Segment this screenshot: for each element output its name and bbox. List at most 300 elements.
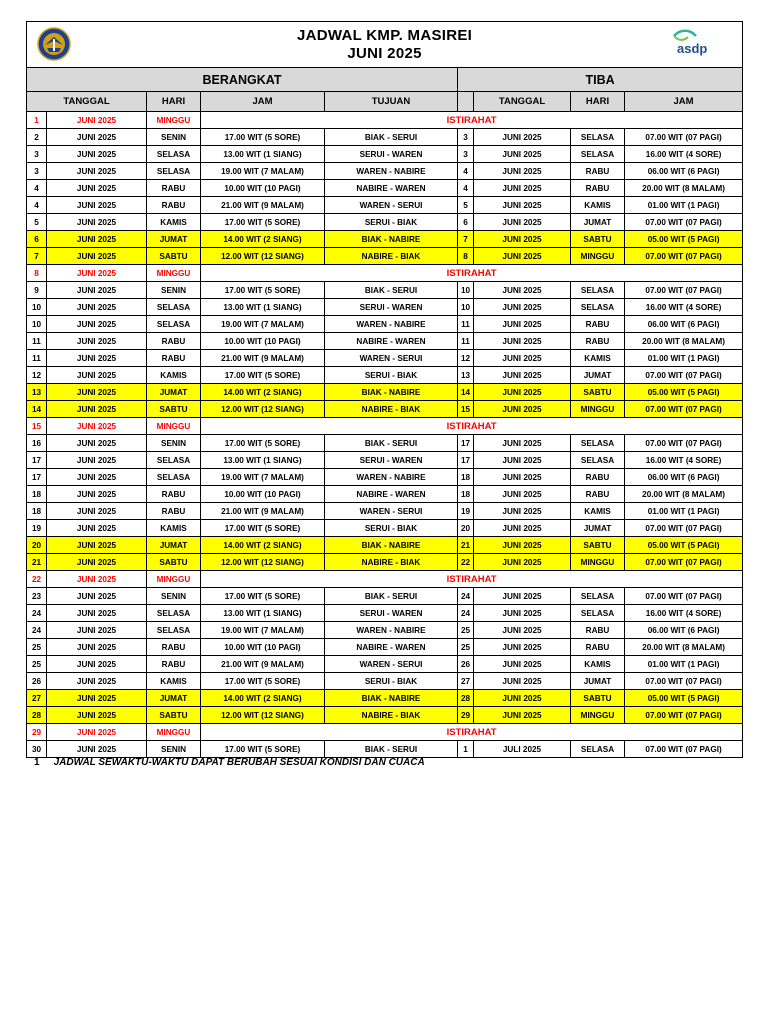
depart-date: JUNI 2025 <box>47 316 147 333</box>
schedule-row <box>27 384 743 401</box>
arrive-date: JUNI 2025 <box>474 554 571 571</box>
arrive-weekday: RABU <box>571 163 625 180</box>
depart-day-number: 27 <box>27 690 47 707</box>
rest-label: ISTIRAHAT <box>201 724 743 741</box>
depart-day-number: 6 <box>27 231 47 248</box>
arrive-time: 07.00 WIT (07 PAGI) <box>625 673 743 690</box>
depart-time: 13.00 WIT (1 SIANG) <box>201 146 325 163</box>
arrive-time: 16.00 WIT (4 SORE) <box>625 452 743 469</box>
depart-time: 13.00 WIT (1 SIANG) <box>201 299 325 316</box>
arrive-day-number: 1 <box>458 741 474 758</box>
depart-weekday: KAMIS <box>147 367 201 384</box>
depart-date: JUNI 2025 <box>47 503 147 520</box>
arrive-weekday: SABTU <box>571 384 625 401</box>
depart-time: 12.00 WIT (12 SIANG) <box>201 401 325 418</box>
arrive-weekday: SABTU <box>571 231 625 248</box>
depart-day-number: 25 <box>27 639 47 656</box>
arrive-weekday: MINGGU <box>571 401 625 418</box>
arrive-time: 06.00 WIT (6 PAGI) <box>625 163 743 180</box>
arrive-weekday: RABU <box>571 486 625 503</box>
rest-label: ISTIRAHAT <box>201 418 743 435</box>
depart-date: JUNI 2025 <box>47 384 147 401</box>
rest-row <box>27 571 743 588</box>
route: SERUI - WAREN <box>325 452 458 469</box>
depart-day-number: 26 <box>27 673 47 690</box>
arrive-weekday: SELASA <box>571 129 625 146</box>
depart-date: JUNI 2025 <box>47 622 147 639</box>
arrive-time: 07.00 WIT (07 PAGI) <box>625 401 743 418</box>
arrive-time: 16.00 WIT (4 SORE) <box>625 605 743 622</box>
arrive-day-number: 25 <box>458 622 474 639</box>
depart-date: JUNI 2025 <box>47 299 147 316</box>
schedule-row <box>27 690 743 707</box>
arrive-weekday: KAMIS <box>571 350 625 367</box>
route: BIAK - NABIRE <box>325 384 458 401</box>
depart-day-number: 23 <box>27 588 47 605</box>
schedule-row <box>27 316 743 333</box>
depart-day-number: 11 <box>27 350 47 367</box>
arrive-date: JUNI 2025 <box>474 214 571 231</box>
arrive-day-number: 28 <box>458 690 474 707</box>
depart-day-number: 24 <box>27 605 47 622</box>
depart-time: 12.00 WIT (12 SIANG) <box>201 707 325 724</box>
depart-day-number: 4 <box>27 197 47 214</box>
arrive-day-number: 4 <box>458 163 474 180</box>
depart-day-number: 21 <box>27 554 47 571</box>
route: NABIRE - WAREN <box>325 180 458 197</box>
arrive-day-number: 12 <box>458 350 474 367</box>
section-header-row <box>27 68 743 92</box>
arrive-day-number: 13 <box>458 367 474 384</box>
schedule-row <box>27 163 743 180</box>
arrive-day-number: 18 <box>458 469 474 486</box>
route: SERUI - BIAK <box>325 673 458 690</box>
arrive-day-number: 18 <box>458 486 474 503</box>
depart-day-number: 4 <box>27 180 47 197</box>
arrive-weekday: KAMIS <box>571 656 625 673</box>
depart-date: JUNI 2025 <box>47 214 147 231</box>
arrive-date: JUNI 2025 <box>474 605 571 622</box>
depart-date: JUNI 2025 <box>47 605 147 622</box>
depart-weekday: JUMAT <box>147 231 201 248</box>
depart-weekday: SELASA <box>147 299 201 316</box>
route: WAREN - NABIRE <box>325 469 458 486</box>
route: SERUI - BIAK <box>325 214 458 231</box>
depart-weekday: RABU <box>147 503 201 520</box>
depart-time: 12.00 WIT (12 SIANG) <box>201 248 325 265</box>
depart-date: JUNI 2025 <box>47 537 147 554</box>
depart-time: 21.00 WIT (9 MALAM) <box>201 656 325 673</box>
depart-date: JUNI 2025 <box>47 333 147 350</box>
arrive-time: 01.00 WIT (1 PAGI) <box>625 350 743 367</box>
depart-date: JUNI 2025 <box>47 707 147 724</box>
depart-weekday: SENIN <box>147 435 201 452</box>
depart-date: JUNI 2025 <box>47 469 147 486</box>
arrive-time: 06.00 WIT (6 PAGI) <box>625 316 743 333</box>
arrive-weekday: JUMAT <box>571 673 625 690</box>
depart-day-number: 18 <box>27 503 47 520</box>
schedule-row <box>27 435 743 452</box>
depart-time: 14.00 WIT (2 SIANG) <box>201 231 325 248</box>
arrive-day-number: 3 <box>458 129 474 146</box>
arrive-time: 06.00 WIT (6 PAGI) <box>625 469 743 486</box>
depart-weekday: SELASA <box>147 316 201 333</box>
route: WAREN - SERUI <box>325 656 458 673</box>
schedule-row <box>27 231 743 248</box>
asdp-logo <box>670 28 722 58</box>
depart-date: JUNI 2025 <box>47 367 147 384</box>
schedule-row <box>27 741 743 758</box>
col-spacer <box>458 92 474 112</box>
depart-weekday: RABU <box>147 350 201 367</box>
depart-date: JUNI 2025 <box>47 180 147 197</box>
arrive-weekday: SELASA <box>571 741 625 758</box>
arrive-day-number: 10 <box>458 282 474 299</box>
schedule-row <box>27 707 743 724</box>
depart-date: JUNI 2025 <box>47 197 147 214</box>
depart-time: 10.00 WIT (10 PAGI) <box>201 180 325 197</box>
arrive-date: JUNI 2025 <box>474 129 571 146</box>
depart-weekday: SABTU <box>147 248 201 265</box>
arrive-date: JUNI 2025 <box>474 656 571 673</box>
depart-time: 14.00 WIT (2 SIANG) <box>201 384 325 401</box>
arrive-date: JUNI 2025 <box>474 452 571 469</box>
arrive-weekday: KAMIS <box>571 503 625 520</box>
arrive-time: 05.00 WIT (5 PAGI) <box>625 690 743 707</box>
depart-time: 10.00 WIT (10 PAGI) <box>201 486 325 503</box>
schedule-row <box>27 520 743 537</box>
depart-day-number: 14 <box>27 401 47 418</box>
depart-weekday: SELASA <box>147 163 201 180</box>
arrive-date: JUNI 2025 <box>474 231 571 248</box>
depart-weekday: SELASA <box>147 622 201 639</box>
arrive-date: JUNI 2025 <box>474 520 571 537</box>
route: SERUI - BIAK <box>325 520 458 537</box>
arrive-weekday: RABU <box>571 469 625 486</box>
depart-weekday: RABU <box>147 656 201 673</box>
depart-date: JUNI 2025 <box>47 690 147 707</box>
depart-date: JUNI 2025 <box>47 350 147 367</box>
depart-day-number: 10 <box>27 316 47 333</box>
schedule-row <box>27 350 743 367</box>
arrive-date: JUNI 2025 <box>474 180 571 197</box>
depart-date: JUNI 2025 <box>47 163 147 180</box>
title-row <box>27 22 743 68</box>
arrive-day-number: 14 <box>458 384 474 401</box>
depart-date: JUNI 2025 <box>47 673 147 690</box>
depart-weekday: RABU <box>147 197 201 214</box>
arrive-time: 05.00 WIT (5 PAGI) <box>625 384 743 401</box>
depart-weekday: SELASA <box>147 452 201 469</box>
schedule-row <box>27 367 743 384</box>
depart-date: JUNI 2025 <box>47 554 147 571</box>
depart-date: JUNI 2025 <box>47 520 147 537</box>
arrive-date: JUNI 2025 <box>474 503 571 520</box>
depart-date: JUNI 2025 <box>47 401 147 418</box>
depart-day-number: 2 <box>27 129 47 146</box>
arrive-day-number: 8 <box>458 248 474 265</box>
col-depart-time: JAM <box>201 92 325 112</box>
depart-day-number: 18 <box>27 486 47 503</box>
arrive-time: 07.00 WIT (07 PAGI) <box>625 248 743 265</box>
depart-time: 19.00 WIT (7 MALAM) <box>201 622 325 639</box>
depart-weekday: MINGGU <box>147 571 201 588</box>
arrive-date: JUNI 2025 <box>474 384 571 401</box>
arrive-weekday: SABTU <box>571 690 625 707</box>
depart-weekday: SELASA <box>147 605 201 622</box>
depart-time: 21.00 WIT (9 MALAM) <box>201 503 325 520</box>
rest-label: ISTIRAHAT <box>201 112 743 129</box>
col-depart-route: TUJUAN <box>325 92 458 112</box>
arrive-time: 20.00 WIT (8 MALAM) <box>625 639 743 656</box>
rest-label: ISTIRAHAT <box>201 265 743 282</box>
depart-time: 12.00 WIT (12 SIANG) <box>201 554 325 571</box>
depart-day-number: 20 <box>27 537 47 554</box>
depart-date: JUNI 2025 <box>47 112 147 129</box>
arrive-weekday: SELASA <box>571 435 625 452</box>
arrive-weekday: SELASA <box>571 452 625 469</box>
depart-day-number: 11 <box>27 333 47 350</box>
route: BIAK - NABIRE <box>325 690 458 707</box>
depart-weekday: MINGGU <box>147 724 201 741</box>
page-title: JADWAL KMP. MASIREI <box>296 26 473 44</box>
route: BIAK - NABIRE <box>325 537 458 554</box>
arrive-time: 07.00 WIT (07 PAGI) <box>625 741 743 758</box>
route: NABIRE - WAREN <box>325 486 458 503</box>
depart-weekday: JUMAT <box>147 537 201 554</box>
schedule-row <box>27 503 743 520</box>
arrive-day-number: 26 <box>458 656 474 673</box>
depart-time: 19.00 WIT (7 MALAM) <box>201 469 325 486</box>
rest-row <box>27 724 743 741</box>
schedule-row <box>27 333 743 350</box>
logo-text: asdp <box>677 41 708 56</box>
arrive-day-number: 20 <box>458 520 474 537</box>
route: BIAK - SERUI <box>325 435 458 452</box>
depart-day-number: 19 <box>27 520 47 537</box>
arrive-date: JUNI 2025 <box>474 690 571 707</box>
arrive-time: 07.00 WIT (07 PAGI) <box>625 435 743 452</box>
route: WAREN - SERUI <box>325 503 458 520</box>
schedule-row <box>27 214 743 231</box>
arrive-date: JUNI 2025 <box>474 146 571 163</box>
arrive-day-number: 29 <box>458 707 474 724</box>
arrive-date: JUNI 2025 <box>474 282 571 299</box>
depart-date: JUNI 2025 <box>47 639 147 656</box>
depart-date: JUNI 2025 <box>47 435 147 452</box>
route: BIAK - SERUI <box>325 741 458 758</box>
arrive-date: JUNI 2025 <box>474 435 571 452</box>
arrive-day-number: 27 <box>458 673 474 690</box>
arrive-weekday: RABU <box>571 316 625 333</box>
depart-weekday: RABU <box>147 639 201 656</box>
depart-weekday: KAMIS <box>147 214 201 231</box>
depart-time: 13.00 WIT (1 SIANG) <box>201 452 325 469</box>
arrive-weekday: KAMIS <box>571 197 625 214</box>
depart-weekday: SABTU <box>147 707 201 724</box>
depart-weekday: JUMAT <box>147 384 201 401</box>
footnote-text: JADWAL SEWAKTU-WAKTU DAPAT BERUBAH SESUAI KONDISI DAN CUACA <box>53 757 425 768</box>
arrive-time: 07.00 WIT (07 PAGI) <box>625 588 743 605</box>
arrive-weekday: SELASA <box>571 588 625 605</box>
depart-weekday: RABU <box>147 333 201 350</box>
arrive-date: JUNI 2025 <box>474 537 571 554</box>
depart-date: JUNI 2025 <box>47 741 147 758</box>
schedule-row <box>27 146 743 163</box>
schedule-row <box>27 537 743 554</box>
arrive-weekday: RABU <box>571 333 625 350</box>
depart-time: 17.00 WIT (5 SORE) <box>201 741 325 758</box>
route: NABIRE - WAREN <box>325 639 458 656</box>
arrive-weekday: SELASA <box>571 605 625 622</box>
depart-date: JUNI 2025 <box>47 282 147 299</box>
arrive-time: 07.00 WIT (07 PAGI) <box>625 367 743 384</box>
arrive-weekday: JUMAT <box>571 214 625 231</box>
route: WAREN - SERUI <box>325 350 458 367</box>
arrive-time: 07.00 WIT (07 PAGI) <box>625 214 743 231</box>
schedule-row <box>27 639 743 656</box>
depart-time: 14.00 WIT (2 SIANG) <box>201 690 325 707</box>
col-depart-date: TANGGAL <box>27 92 147 112</box>
depart-weekday: MINGGU <box>147 418 201 435</box>
depart-date: JUNI 2025 <box>47 129 147 146</box>
arrive-weekday: SELASA <box>571 282 625 299</box>
depart-weekday: MINGGU <box>147 265 201 282</box>
arrive-time: 20.00 WIT (8 MALAM) <box>625 180 743 197</box>
rest-row <box>27 112 743 129</box>
arrive-date: JUNI 2025 <box>474 299 571 316</box>
route: SERUI - WAREN <box>325 299 458 316</box>
arrive-date: JUNI 2025 <box>474 248 571 265</box>
arrive-time: 20.00 WIT (8 MALAM) <box>625 486 743 503</box>
depart-date: JUNI 2025 <box>47 265 147 282</box>
route: WAREN - NABIRE <box>325 163 458 180</box>
arrive-weekday: RABU <box>571 639 625 656</box>
depart-day-number: 1 <box>27 112 47 129</box>
arrive-time: 07.00 WIT (07 PAGI) <box>625 554 743 571</box>
arrive-time: 05.00 WIT (5 PAGI) <box>625 537 743 554</box>
schedule-row <box>27 656 743 673</box>
schedule-row <box>27 554 743 571</box>
depart-time: 21.00 WIT (9 MALAM) <box>201 350 325 367</box>
route: BIAK - SERUI <box>325 588 458 605</box>
depart-weekday: SABTU <box>147 401 201 418</box>
section-depart: BERANGKAT <box>27 68 458 92</box>
depart-weekday: KAMIS <box>147 673 201 690</box>
depart-weekday: MINGGU <box>147 112 201 129</box>
arrive-day-number: 17 <box>458 452 474 469</box>
route: SERUI - BIAK <box>325 367 458 384</box>
depart-weekday: KAMIS <box>147 520 201 537</box>
footnote-number: 1 <box>34 757 40 768</box>
route: SERUI - WAREN <box>325 146 458 163</box>
arrive-date: JUNI 2025 <box>474 401 571 418</box>
depart-time: 19.00 WIT (7 MALAM) <box>201 316 325 333</box>
arrive-day-number: 10 <box>458 299 474 316</box>
depart-time: 17.00 WIT (5 SORE) <box>201 129 325 146</box>
depart-weekday: JUMAT <box>147 690 201 707</box>
route: NABIRE - WAREN <box>325 333 458 350</box>
arrive-weekday: SELASA <box>571 146 625 163</box>
col-arrive-date: TANGGAL <box>474 92 571 112</box>
arrive-weekday: RABU <box>571 180 625 197</box>
route: SERUI - WAREN <box>325 605 458 622</box>
depart-day-number: 15 <box>27 418 47 435</box>
footnote <box>34 757 425 768</box>
depart-weekday: SENIN <box>147 129 201 146</box>
arrive-day-number: 11 <box>458 316 474 333</box>
arrive-time: 16.00 WIT (4 SORE) <box>625 146 743 163</box>
depart-time: 17.00 WIT (5 SORE) <box>201 214 325 231</box>
depart-time: 17.00 WIT (5 SORE) <box>201 367 325 384</box>
depart-time: 19.00 WIT (7 MALAM) <box>201 163 325 180</box>
route: BIAK - SERUI <box>325 129 458 146</box>
depart-date: JUNI 2025 <box>47 418 147 435</box>
arrive-day-number: 21 <box>458 537 474 554</box>
route: NABIRE - BIAK <box>325 707 458 724</box>
column-header-row <box>27 92 743 112</box>
depart-day-number: 28 <box>27 707 47 724</box>
arrive-date: JUNI 2025 <box>474 163 571 180</box>
depart-day-number: 8 <box>27 265 47 282</box>
arrive-time: 07.00 WIT (07 PAGI) <box>625 129 743 146</box>
depart-day-number: 3 <box>27 163 47 180</box>
depart-time: 17.00 WIT (5 SORE) <box>201 673 325 690</box>
arrive-date: JUNI 2025 <box>474 469 571 486</box>
schedule-row <box>27 129 743 146</box>
depart-weekday: SABTU <box>147 554 201 571</box>
depart-time: 14.00 WIT (2 SIANG) <box>201 537 325 554</box>
schedule-row <box>27 622 743 639</box>
schedule-sheet <box>26 21 742 758</box>
depart-day-number: 29 <box>27 724 47 741</box>
schedule-row <box>27 605 743 622</box>
rest-row <box>27 418 743 435</box>
arrive-date: JULI 2025 <box>474 741 571 758</box>
depart-time: 17.00 WIT (5 SORE) <box>201 435 325 452</box>
schedule-row <box>27 673 743 690</box>
depart-time: 13.00 WIT (1 SIANG) <box>201 605 325 622</box>
arrive-weekday: SABTU <box>571 537 625 554</box>
arrive-day-number: 5 <box>458 197 474 214</box>
depart-weekday: SENIN <box>147 282 201 299</box>
schedule-row <box>27 588 743 605</box>
arrive-day-number: 15 <box>458 401 474 418</box>
schedule-row <box>27 197 743 214</box>
route: WAREN - NABIRE <box>325 622 458 639</box>
arrive-weekday: MINGGU <box>571 248 625 265</box>
arrive-date: JUNI 2025 <box>474 333 571 350</box>
depart-weekday: RABU <box>147 486 201 503</box>
depart-day-number: 12 <box>27 367 47 384</box>
schedule-row <box>27 486 743 503</box>
schedule-row <box>27 469 743 486</box>
arrive-day-number: 7 <box>458 231 474 248</box>
arrive-date: JUNI 2025 <box>474 673 571 690</box>
schedule-row <box>27 282 743 299</box>
col-depart-day: HARI <box>147 92 201 112</box>
depart-date: JUNI 2025 <box>47 571 147 588</box>
arrive-time: 06.00 WIT (6 PAGI) <box>625 622 743 639</box>
route: NABIRE - BIAK <box>325 248 458 265</box>
route: NABIRE - BIAK <box>325 401 458 418</box>
arrive-date: JUNI 2025 <box>474 707 571 724</box>
depart-day-number: 17 <box>27 452 47 469</box>
depart-day-number: 5 <box>27 214 47 231</box>
schedule-row <box>27 180 743 197</box>
arrive-weekday: JUMAT <box>571 367 625 384</box>
depart-date: JUNI 2025 <box>47 452 147 469</box>
